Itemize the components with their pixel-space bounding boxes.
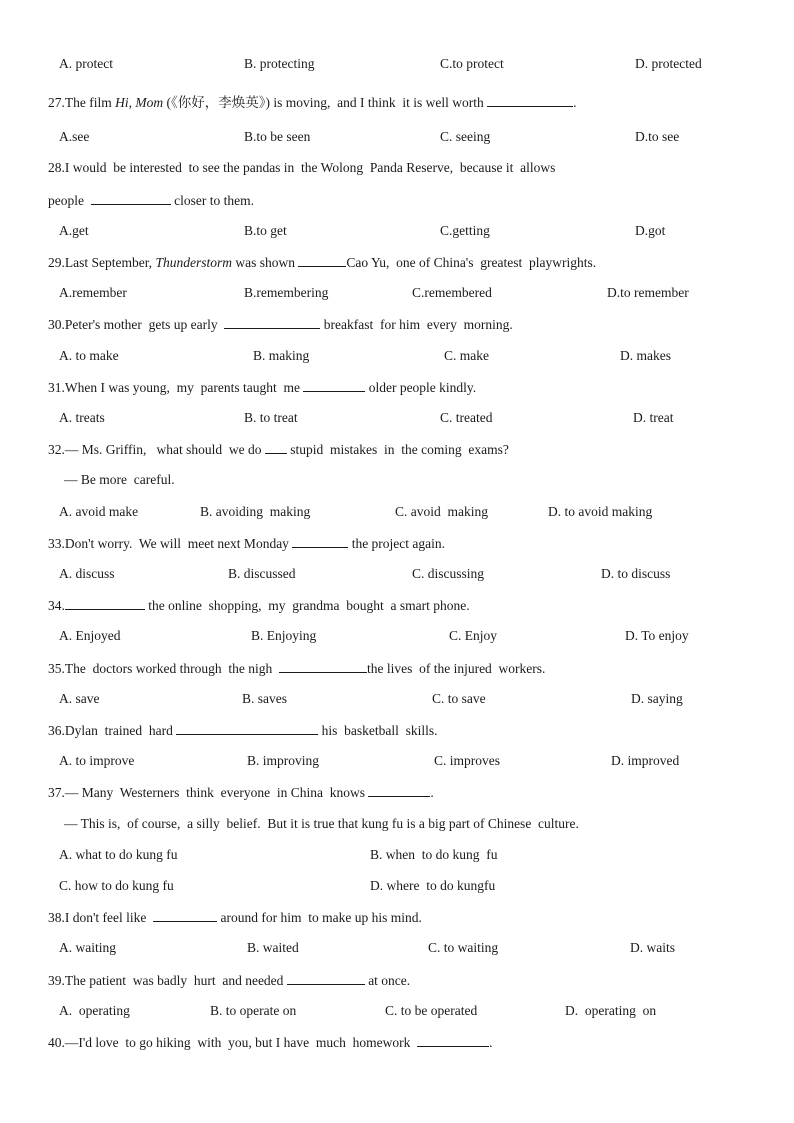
q34-option-b: B. Enjoying	[251, 628, 317, 643]
q40-question: 40.—I'd love to go hiking with you, but I have much homework .	[48, 1035, 493, 1050]
q38-option-d: D. waits	[630, 940, 675, 955]
q37-option-b: B. when to do kung fu	[370, 847, 498, 862]
q36-question: 36.Dylan trained hard his basketball skills.	[48, 723, 438, 738]
answer-blank	[265, 441, 287, 454]
answer-blank	[298, 254, 346, 267]
q33-question: 33.Don't worry. We will meet next Monday the project again.	[48, 536, 446, 551]
q27-option-d: D.to see	[635, 129, 680, 144]
q33-option-a: A. discuss	[59, 566, 115, 581]
q28-question-cont: people closer to them.	[48, 193, 254, 208]
q33-option-d: D. to discuss	[601, 566, 671, 581]
answer-blank	[368, 784, 430, 797]
q38-question: 38.I don't feel like around for him to make up his mind.	[48, 910, 422, 925]
q39-option-a: A. operating	[59, 1003, 130, 1018]
q38-option-a: A. waiting	[59, 940, 116, 955]
q35-question: 35.The doctors worked through the nigh the lives of the injured workers.	[48, 661, 546, 676]
q35-option-a: A. save	[59, 691, 100, 706]
q31-option-a: A. treats	[59, 410, 105, 425]
answer-blank	[417, 1034, 489, 1047]
q34-option-a: A. Enjoyed	[59, 628, 121, 643]
q28-option-b: B.to get	[244, 223, 287, 238]
q31-option-b: B. to treat	[244, 410, 298, 425]
answer-blank	[91, 192, 171, 205]
q39-option-c: C. to be operated	[385, 1003, 478, 1018]
answer-blank	[287, 972, 365, 985]
q28-question: 28.I would be interested to see the pandas in the Wolong Panda Reserve, because it allows	[48, 160, 556, 175]
q36-option-c: C. improves	[434, 753, 500, 768]
q32-answer: — Be more careful.	[64, 472, 175, 487]
answer-blank	[292, 535, 348, 548]
q35-option-c: C. to save	[432, 691, 486, 706]
q37-question: 37.— Many Westerners think everyone in China knows .	[48, 785, 434, 800]
q30-option-c: C. make	[444, 348, 489, 363]
q26-option-c: C.to protect	[440, 56, 504, 71]
q26-option-d: D. protected	[635, 56, 702, 71]
q36-option-b: B. improving	[247, 753, 320, 768]
q37-answer: — This is, of course, a silly belief. But it is true that kung fu is a big part of Chinese culture.	[64, 816, 579, 831]
q32-option-c: C. avoid making	[395, 504, 488, 519]
answer-blank	[224, 316, 320, 329]
q33-option-c: C. discussing	[412, 566, 485, 581]
q29-question: 29.Last September, Thunderstorm was shown Cao Yu, one of China's greatest playwrights.	[48, 255, 597, 270]
q29-option-c: C.remembered	[412, 285, 492, 300]
q28-option-a: A.get	[59, 223, 89, 238]
answer-blank	[176, 722, 318, 735]
q29-option-b: B.remembering	[244, 285, 329, 300]
q34-option-d: D. To enjoy	[625, 628, 689, 643]
q32-option-b: B. avoiding making	[200, 504, 311, 519]
q39-option-d: D. operating on	[565, 1003, 657, 1018]
q38-option-c: C. to waiting	[428, 940, 499, 955]
q37-option-a: A. what to do kung fu	[59, 847, 178, 862]
q30-question: 30.Peter's mother gets up early breakfast for him every morning.	[48, 317, 513, 332]
q30-option-b: B. making	[253, 348, 310, 363]
q39-option-b: B. to operate on	[210, 1003, 297, 1018]
answer-blank	[153, 909, 217, 922]
q33-option-b: B. discussed	[228, 566, 296, 581]
q36-option-a: A. to improve	[59, 753, 135, 768]
q31-option-c: C. treated	[440, 410, 493, 425]
q27-option-b: B.to be seen	[244, 129, 311, 144]
q27-option-a: A.see	[59, 129, 90, 144]
q37-option-c: C. how to do kung fu	[59, 878, 174, 893]
q36-option-d: D. improved	[611, 753, 680, 768]
q35-option-b: B. saves	[242, 691, 287, 706]
q34-option-c: C. Enjoy	[449, 628, 498, 643]
q30-option-d: D. makes	[620, 348, 671, 363]
answer-blank	[487, 94, 573, 107]
q39-question: 39.The patient was badly hurt and needed at once.	[48, 973, 411, 988]
q34-question: 34. the online shopping, my grandma bought a smart phone.	[48, 598, 470, 613]
q31-question: 31.When I was young, my parents taught me older people kindly.	[48, 380, 477, 395]
q37-option-d: D. where to do kungfu	[370, 878, 496, 893]
q28-option-d: D.got	[635, 223, 666, 238]
q35-option-d: D. saying	[631, 691, 683, 706]
q32-option-d: D. to avoid making	[548, 504, 653, 519]
answer-blank	[65, 597, 145, 610]
q38-option-b: B. waited	[247, 940, 299, 955]
q26-option-a: A. protect	[59, 56, 113, 71]
q28-option-c: C.getting	[440, 223, 490, 238]
answer-blank	[279, 660, 367, 673]
q29-option-d: D.to remember	[607, 285, 689, 300]
q29-option-a: A.remember	[59, 285, 127, 300]
q26-option-b: B. protecting	[244, 56, 315, 71]
q27-question: 27.The film Hi, Mom (《你好，李焕英》) is moving, and I think it is well worth .	[48, 95, 577, 110]
q27-option-c: C. seeing	[440, 129, 491, 144]
q32-question: 32.— Ms. Griffin, what should we do stupid mistakes in the coming exams?	[48, 442, 509, 457]
q32-option-a: A. avoid make	[59, 504, 139, 519]
q31-option-d: D. treat	[633, 410, 674, 425]
q30-option-a: A. to make	[59, 348, 119, 363]
answer-blank	[303, 379, 365, 392]
